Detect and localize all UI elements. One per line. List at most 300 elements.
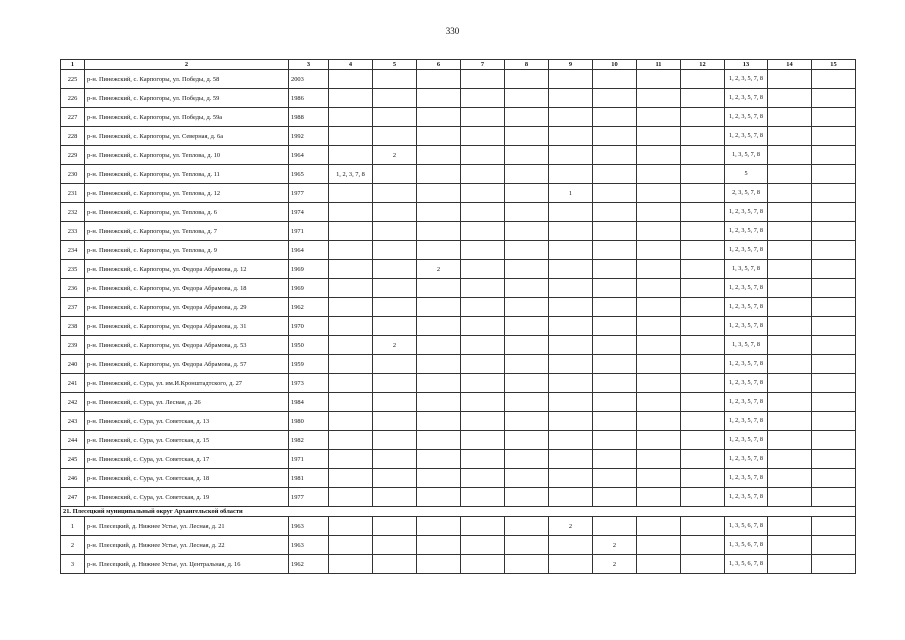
table-cell-col-15 bbox=[812, 469, 856, 488]
table-cell-col-10 bbox=[593, 165, 637, 184]
table-cell-col-11 bbox=[637, 108, 681, 127]
table-cell-col-15 bbox=[812, 241, 856, 260]
table-cell-col-2: р-н. Пинежский, с. Сура, ул. Советская, д. 18 bbox=[85, 469, 289, 488]
table-cell-col-2: р-н. Пинежский, с. Карпогоры, ул. Федора Абрамова, д. 29 bbox=[85, 298, 289, 317]
column-header-14: 14 bbox=[768, 60, 812, 70]
table-cell-col-3: 1964 bbox=[289, 241, 329, 260]
table-cell-col-15 bbox=[812, 336, 856, 355]
table-cell-col-4 bbox=[329, 336, 373, 355]
table-cell-col-1: 247 bbox=[61, 488, 85, 507]
table-cell-col-10 bbox=[593, 108, 637, 127]
table-cell-col-8 bbox=[505, 146, 549, 165]
table-cell-col-9 bbox=[549, 279, 593, 298]
table-cell-col-10 bbox=[593, 355, 637, 374]
table-cell-col-8 bbox=[505, 203, 549, 222]
table-cell-col-6 bbox=[417, 203, 461, 222]
table-cell-col-10 bbox=[593, 517, 637, 536]
table-cell-col-2: р-н. Пинежский, с. Карпогоры, ул. Победы, д. 59 bbox=[85, 89, 289, 108]
table-cell-col-2: р-н. Плесецкий, д. Нижнее Устье, ул. Лесная, д. 22 bbox=[85, 536, 289, 555]
table-cell-col-5 bbox=[373, 298, 417, 317]
table-cell-col-14 bbox=[768, 70, 812, 89]
table-cell-col-12 bbox=[681, 336, 725, 355]
table-cell-col-4 bbox=[329, 469, 373, 488]
table-cell-col-7 bbox=[461, 393, 505, 412]
table-row bbox=[61, 279, 856, 298]
table-cell-col-14 bbox=[768, 184, 812, 203]
table-cell-col-14 bbox=[768, 146, 812, 165]
table-cell-col-2: р-н. Пинежский, с. Карпогоры, ул. Федора Абрамова, д. 53 bbox=[85, 336, 289, 355]
table-cell-col-3: 1971 bbox=[289, 222, 329, 241]
table-cell-col-11 bbox=[637, 165, 681, 184]
table-cell-col-11 bbox=[637, 336, 681, 355]
table-cell-col-7 bbox=[461, 89, 505, 108]
table-cell-col-6 bbox=[417, 412, 461, 431]
table-cell-col-4: 1, 2, 3, 7, 8 bbox=[329, 165, 373, 184]
table-cell-col-10 bbox=[593, 317, 637, 336]
table-cell-col-10 bbox=[593, 203, 637, 222]
table-cell-col-12 bbox=[681, 317, 725, 336]
table-cell-col-12 bbox=[681, 279, 725, 298]
table-cell-col-11 bbox=[637, 517, 681, 536]
table-cell-col-4 bbox=[329, 355, 373, 374]
table-cell-col-9 bbox=[549, 241, 593, 260]
table-cell-col-3: 1962 bbox=[289, 555, 329, 574]
table-cell-col-7 bbox=[461, 222, 505, 241]
table-cell-col-10 bbox=[593, 146, 637, 165]
table-cell-col-11 bbox=[637, 536, 681, 555]
table-cell-col-3: 1988 bbox=[289, 108, 329, 127]
table-cell-col-8 bbox=[505, 536, 549, 555]
table-cell-col-9 bbox=[549, 393, 593, 412]
table-cell-col-10 bbox=[593, 241, 637, 260]
table-cell-col-7 bbox=[461, 298, 505, 317]
table-row bbox=[61, 488, 856, 507]
table-row bbox=[61, 431, 856, 450]
table-cell-col-14 bbox=[768, 241, 812, 260]
table-row bbox=[61, 184, 856, 203]
table-cell-col-15 bbox=[812, 317, 856, 336]
column-header-7: 7 bbox=[461, 60, 505, 70]
table-cell-col-7 bbox=[461, 450, 505, 469]
table-cell-col-12 bbox=[681, 108, 725, 127]
table-cell-col-10 bbox=[593, 374, 637, 393]
table-cell-col-13: 1, 2, 3, 5, 7, 8 bbox=[725, 222, 768, 241]
table-cell-col-8 bbox=[505, 488, 549, 507]
table-cell-col-3: 1965 bbox=[289, 165, 329, 184]
table-cell-col-12 bbox=[681, 203, 725, 222]
table-cell-col-5 bbox=[373, 89, 417, 108]
table-cell-col-5 bbox=[373, 374, 417, 393]
table-cell-col-7 bbox=[461, 555, 505, 574]
table-cell-col-14 bbox=[768, 517, 812, 536]
table-cell-col-11 bbox=[637, 89, 681, 108]
table-cell-col-11 bbox=[637, 374, 681, 393]
table-cell-col-8 bbox=[505, 108, 549, 127]
table-cell-col-13: 1, 2, 3, 5, 7, 8 bbox=[725, 127, 768, 146]
table-cell-col-13: 1, 2, 3, 5, 7, 8 bbox=[725, 488, 768, 507]
table-cell-col-7 bbox=[461, 146, 505, 165]
table-cell-col-2: р-н. Пинежский, с. Сура, ул. Советская, д. 13 bbox=[85, 412, 289, 431]
table-cell-col-13: 1, 2, 3, 5, 7, 8 bbox=[725, 108, 768, 127]
table-cell-col-14 bbox=[768, 222, 812, 241]
table-cell-col-13: 1, 2, 3, 5, 7, 8 bbox=[725, 89, 768, 108]
table-cell-col-13: 1, 2, 3, 5, 7, 8 bbox=[725, 203, 768, 222]
table-cell-col-12 bbox=[681, 517, 725, 536]
table-cell-col-1: 230 bbox=[61, 165, 85, 184]
table-cell-col-10 bbox=[593, 412, 637, 431]
table-cell-col-2: р-н. Пинежский, с. Карпогоры, ул. Победы, д. 58 bbox=[85, 70, 289, 89]
table-cell-col-1: 227 bbox=[61, 108, 85, 127]
table-row bbox=[61, 412, 856, 431]
table-cell-col-7 bbox=[461, 488, 505, 507]
table-cell-col-14 bbox=[768, 374, 812, 393]
table-row bbox=[61, 450, 856, 469]
table-cell-col-13: 1, 3, 5, 7, 8 bbox=[725, 146, 768, 165]
column-header-10: 10 bbox=[593, 60, 637, 70]
table-cell-col-1: 229 bbox=[61, 146, 85, 165]
table-cell-col-5 bbox=[373, 450, 417, 469]
table-cell-col-12 bbox=[681, 222, 725, 241]
table-cell-col-15 bbox=[812, 431, 856, 450]
table-cell-col-1: 246 bbox=[61, 469, 85, 488]
table-cell-col-8 bbox=[505, 241, 549, 260]
table-cell-col-11 bbox=[637, 260, 681, 279]
table-cell-col-3: 1982 bbox=[289, 431, 329, 450]
table-cell-col-7 bbox=[461, 431, 505, 450]
table-cell-col-4 bbox=[329, 374, 373, 393]
table-cell-col-13: 1, 3, 5, 6, 7, 8 bbox=[725, 555, 768, 574]
table-cell-col-11 bbox=[637, 298, 681, 317]
table-cell-col-7 bbox=[461, 536, 505, 555]
table-cell-col-15 bbox=[812, 260, 856, 279]
table-cell-col-10 bbox=[593, 260, 637, 279]
table-cell-col-13: 1, 2, 3, 5, 7, 8 bbox=[725, 412, 768, 431]
table-cell-col-1: 1 bbox=[61, 517, 85, 536]
table-cell-col-9: 2 bbox=[549, 517, 593, 536]
table-cell-col-4 bbox=[329, 298, 373, 317]
table-cell-col-9 bbox=[549, 70, 593, 89]
table-cell-col-10: 2 bbox=[593, 536, 637, 555]
table-cell-col-3: 1964 bbox=[289, 146, 329, 165]
table-cell-col-14 bbox=[768, 555, 812, 574]
table-cell-col-5 bbox=[373, 412, 417, 431]
column-header-9: 9 bbox=[549, 60, 593, 70]
table-cell-col-13: 1, 2, 3, 5, 7, 8 bbox=[725, 374, 768, 393]
table-cell-col-6 bbox=[417, 184, 461, 203]
table-cell-col-8 bbox=[505, 450, 549, 469]
table-cell-col-6 bbox=[417, 279, 461, 298]
table-cell-col-15 bbox=[812, 555, 856, 574]
table-cell-col-3: 1992 bbox=[289, 127, 329, 146]
table-row bbox=[61, 555, 856, 574]
table-cell-col-12 bbox=[681, 298, 725, 317]
table-cell-col-12 bbox=[681, 431, 725, 450]
table-cell-col-9 bbox=[549, 222, 593, 241]
table-cell-col-15 bbox=[812, 146, 856, 165]
table-cell-col-3: 1969 bbox=[289, 260, 329, 279]
table-cell-col-11 bbox=[637, 555, 681, 574]
table-cell-col-13: 5 bbox=[725, 165, 768, 184]
table-cell-col-8 bbox=[505, 412, 549, 431]
table-cell-col-2: р-н. Пинежский, с. Сура, ул. им.И.Кронштадтского, д. 27 bbox=[85, 374, 289, 393]
table-cell-col-6 bbox=[417, 241, 461, 260]
table-cell-col-12 bbox=[681, 260, 725, 279]
table-cell-col-15 bbox=[812, 450, 856, 469]
table-cell-col-13: 1, 2, 3, 5, 7, 8 bbox=[725, 469, 768, 488]
table-cell-col-9 bbox=[549, 127, 593, 146]
table-cell-col-12 bbox=[681, 412, 725, 431]
table-cell-col-10 bbox=[593, 89, 637, 108]
table-cell-col-3: 1969 bbox=[289, 279, 329, 298]
table-cell-col-2: р-н. Пинежский, с. Карпогоры, ул. Федора Абрамова, д. 12 bbox=[85, 260, 289, 279]
table-row bbox=[61, 317, 856, 336]
table-cell-col-10 bbox=[593, 393, 637, 412]
table-row bbox=[61, 393, 856, 412]
table-cell-col-11 bbox=[637, 222, 681, 241]
table-cell-col-15 bbox=[812, 222, 856, 241]
table-cell-col-10 bbox=[593, 222, 637, 241]
table-row bbox=[61, 241, 856, 260]
table-cell-col-1: 228 bbox=[61, 127, 85, 146]
table-cell-col-4 bbox=[329, 222, 373, 241]
table-cell-col-5: 2 bbox=[373, 336, 417, 355]
table-cell-col-6 bbox=[417, 517, 461, 536]
table-cell-col-14 bbox=[768, 536, 812, 555]
table-cell-col-5 bbox=[373, 536, 417, 555]
table-cell-col-15 bbox=[812, 279, 856, 298]
table-cell-col-11 bbox=[637, 317, 681, 336]
table-cell-col-11 bbox=[637, 355, 681, 374]
table-cell-col-14 bbox=[768, 431, 812, 450]
table-cell-col-12 bbox=[681, 165, 725, 184]
table-cell-col-9 bbox=[549, 89, 593, 108]
table-cell-col-12 bbox=[681, 488, 725, 507]
table-cell-col-7 bbox=[461, 165, 505, 184]
table-cell-col-14 bbox=[768, 412, 812, 431]
table-cell-col-1: 240 bbox=[61, 355, 85, 374]
table-cell-col-11 bbox=[637, 184, 681, 203]
table-cell-col-7 bbox=[461, 469, 505, 488]
table-cell-col-8 bbox=[505, 517, 549, 536]
table-cell-col-8 bbox=[505, 279, 549, 298]
table-cell-col-7 bbox=[461, 203, 505, 222]
table-cell-col-1: 231 bbox=[61, 184, 85, 203]
table-cell-col-3: 1977 bbox=[289, 184, 329, 203]
table-cell-col-15 bbox=[812, 412, 856, 431]
table-cell-col-14 bbox=[768, 450, 812, 469]
table-cell-col-8 bbox=[505, 89, 549, 108]
table-cell-col-6 bbox=[417, 222, 461, 241]
table-cell-col-2: р-н. Пинежский, с. Карпогоры, ул. Федора Абрамова, д. 31 bbox=[85, 317, 289, 336]
table-cell-col-7 bbox=[461, 184, 505, 203]
table-cell-col-3: 1950 bbox=[289, 336, 329, 355]
table-cell-col-10 bbox=[593, 450, 637, 469]
table-cell-col-4 bbox=[329, 260, 373, 279]
table-cell-col-10 bbox=[593, 431, 637, 450]
table-cell-col-14 bbox=[768, 108, 812, 127]
table-cell-col-9 bbox=[549, 203, 593, 222]
table-cell-col-1: 235 bbox=[61, 260, 85, 279]
table-cell-col-12 bbox=[681, 536, 725, 555]
table-cell-col-6 bbox=[417, 127, 461, 146]
table-cell-col-4 bbox=[329, 555, 373, 574]
table-cell-col-2: р-н. Пинежский, с. Сура, ул. Лесная, д. 26 bbox=[85, 393, 289, 412]
table-cell-col-2: р-н. Пинежский, с. Карпогоры, ул. Северная, д. 6а bbox=[85, 127, 289, 146]
table-cell-col-6 bbox=[417, 146, 461, 165]
table-cell-col-6 bbox=[417, 393, 461, 412]
table-cell-col-1: 2 bbox=[61, 536, 85, 555]
table-cell-col-9 bbox=[549, 488, 593, 507]
table-row bbox=[61, 89, 856, 108]
table-cell-col-3: 2003 bbox=[289, 70, 329, 89]
table-cell-col-3: 1962 bbox=[289, 298, 329, 317]
table-cell-col-11 bbox=[637, 279, 681, 298]
table-cell-col-9 bbox=[549, 469, 593, 488]
table-cell-col-3: 1970 bbox=[289, 317, 329, 336]
table-cell-col-3: 1974 bbox=[289, 203, 329, 222]
table-cell-col-2: р-н. Пинежский, с. Карпогоры, ул. Теплова, д. 12 bbox=[85, 184, 289, 203]
table-cell-col-6 bbox=[417, 89, 461, 108]
table-cell-col-12 bbox=[681, 89, 725, 108]
table-cell-col-13: 1, 2, 3, 5, 7, 8 bbox=[725, 70, 768, 89]
table-cell-col-6: 2 bbox=[417, 260, 461, 279]
table-cell-col-15 bbox=[812, 393, 856, 412]
table-cell-col-1: 244 bbox=[61, 431, 85, 450]
table-cell-col-1: 245 bbox=[61, 450, 85, 469]
table-cell-col-5 bbox=[373, 127, 417, 146]
table-cell-col-1: 237 bbox=[61, 298, 85, 317]
table-cell-col-4 bbox=[329, 412, 373, 431]
column-header-5: 5 bbox=[373, 60, 417, 70]
table-cell-col-2: р-н. Пинежский, с. Сура, ул. Советская, д. 15 bbox=[85, 431, 289, 450]
table-cell-col-5: 2 bbox=[373, 146, 417, 165]
table-cell-col-5 bbox=[373, 431, 417, 450]
table-cell-col-15 bbox=[812, 70, 856, 89]
table-cell-col-9 bbox=[549, 412, 593, 431]
table-cell-col-7 bbox=[461, 108, 505, 127]
table-cell-col-9 bbox=[549, 146, 593, 165]
table-cell-col-7 bbox=[461, 70, 505, 89]
table-cell-col-2: р-н. Пинежский, с. Карпогоры, ул. Теплова, д. 9 bbox=[85, 241, 289, 260]
table-cell-col-8 bbox=[505, 555, 549, 574]
table-cell-col-10 bbox=[593, 127, 637, 146]
table-cell-col-5 bbox=[373, 222, 417, 241]
table-cell-col-15 bbox=[812, 184, 856, 203]
table-cell-col-7 bbox=[461, 374, 505, 393]
table-cell-col-3: 1973 bbox=[289, 374, 329, 393]
table-cell-col-3: 1984 bbox=[289, 393, 329, 412]
table-cell-col-13: 1, 2, 3, 5, 7, 8 bbox=[725, 431, 768, 450]
table-cell-col-13: 1, 2, 3, 5, 7, 8 bbox=[725, 355, 768, 374]
table-cell-col-5 bbox=[373, 260, 417, 279]
table-cell-col-11 bbox=[637, 393, 681, 412]
table-cell-col-8 bbox=[505, 260, 549, 279]
table-cell-col-5 bbox=[373, 555, 417, 574]
column-header-11: 11 bbox=[637, 60, 681, 70]
table-cell-col-14 bbox=[768, 279, 812, 298]
table-cell-col-10 bbox=[593, 279, 637, 298]
table-cell-col-1: 236 bbox=[61, 279, 85, 298]
table-cell-col-8 bbox=[505, 336, 549, 355]
table-cell-col-2: р-н. Пинежский, с. Карпогоры, ул. Теплова, д. 6 bbox=[85, 203, 289, 222]
table-cell-col-1: 238 bbox=[61, 317, 85, 336]
table-cell-col-13: 1, 3, 5, 7, 8 bbox=[725, 336, 768, 355]
table-cell-col-6 bbox=[417, 469, 461, 488]
table-cell-col-3: 1971 bbox=[289, 450, 329, 469]
table-cell-col-9 bbox=[549, 165, 593, 184]
table-cell-col-5 bbox=[373, 108, 417, 127]
table-cell-col-7 bbox=[461, 355, 505, 374]
table-cell-col-14 bbox=[768, 203, 812, 222]
table-cell-col-4 bbox=[329, 184, 373, 203]
table-row bbox=[61, 336, 856, 355]
table-cell-col-14 bbox=[768, 488, 812, 507]
table-cell-col-10 bbox=[593, 469, 637, 488]
table-cell-col-15 bbox=[812, 517, 856, 536]
table-cell-col-11 bbox=[637, 450, 681, 469]
table-cell-col-4 bbox=[329, 488, 373, 507]
table-cell-col-6 bbox=[417, 355, 461, 374]
table-row bbox=[61, 374, 856, 393]
table-cell-col-12 bbox=[681, 469, 725, 488]
table-cell-col-10 bbox=[593, 70, 637, 89]
table-cell-col-1: 234 bbox=[61, 241, 85, 260]
table-cell-col-7 bbox=[461, 517, 505, 536]
table-cell-col-6 bbox=[417, 488, 461, 507]
table-cell-col-8 bbox=[505, 393, 549, 412]
table-cell-col-1: 232 bbox=[61, 203, 85, 222]
table-cell-col-5 bbox=[373, 393, 417, 412]
column-header-12: 12 bbox=[681, 60, 725, 70]
table-cell-col-5 bbox=[373, 70, 417, 89]
column-header-2: 2 bbox=[85, 60, 289, 70]
table-cell-col-12 bbox=[681, 70, 725, 89]
table-cell-col-5 bbox=[373, 469, 417, 488]
table-cell-col-12 bbox=[681, 146, 725, 165]
table-cell-col-8 bbox=[505, 374, 549, 393]
table-row bbox=[61, 260, 856, 279]
table-cell-col-13: 2, 3, 5, 7, 8 bbox=[725, 184, 768, 203]
table-cell-col-14 bbox=[768, 260, 812, 279]
table-cell-col-8 bbox=[505, 70, 549, 89]
table-cell-col-2: р-н. Пинежский, с. Карпогоры, ул. Теплова, д. 11 bbox=[85, 165, 289, 184]
table-cell-col-1: 225 bbox=[61, 70, 85, 89]
table-cell-col-7 bbox=[461, 336, 505, 355]
table-cell-col-11 bbox=[637, 412, 681, 431]
table-cell-col-4 bbox=[329, 393, 373, 412]
table-cell-col-6 bbox=[417, 108, 461, 127]
table-cell-col-3: 1963 bbox=[289, 536, 329, 555]
table-row bbox=[61, 355, 856, 374]
table-cell-col-14 bbox=[768, 355, 812, 374]
table-cell-col-6 bbox=[417, 165, 461, 184]
table-cell-col-5 bbox=[373, 355, 417, 374]
table-cell-col-10 bbox=[593, 184, 637, 203]
table-cell-col-4 bbox=[329, 431, 373, 450]
table-cell-col-12 bbox=[681, 393, 725, 412]
table-cell-col-5 bbox=[373, 184, 417, 203]
table-cell-col-4 bbox=[329, 536, 373, 555]
table-cell-col-4 bbox=[329, 146, 373, 165]
table-cell-col-15 bbox=[812, 108, 856, 127]
table-cell-col-7 bbox=[461, 317, 505, 336]
table-cell-col-1: 239 bbox=[61, 336, 85, 355]
table-cell-col-12 bbox=[681, 374, 725, 393]
table-cell-col-9 bbox=[549, 108, 593, 127]
table-cell-col-12 bbox=[681, 555, 725, 574]
table-cell-col-6 bbox=[417, 70, 461, 89]
column-header-1: 1 bbox=[61, 60, 85, 70]
